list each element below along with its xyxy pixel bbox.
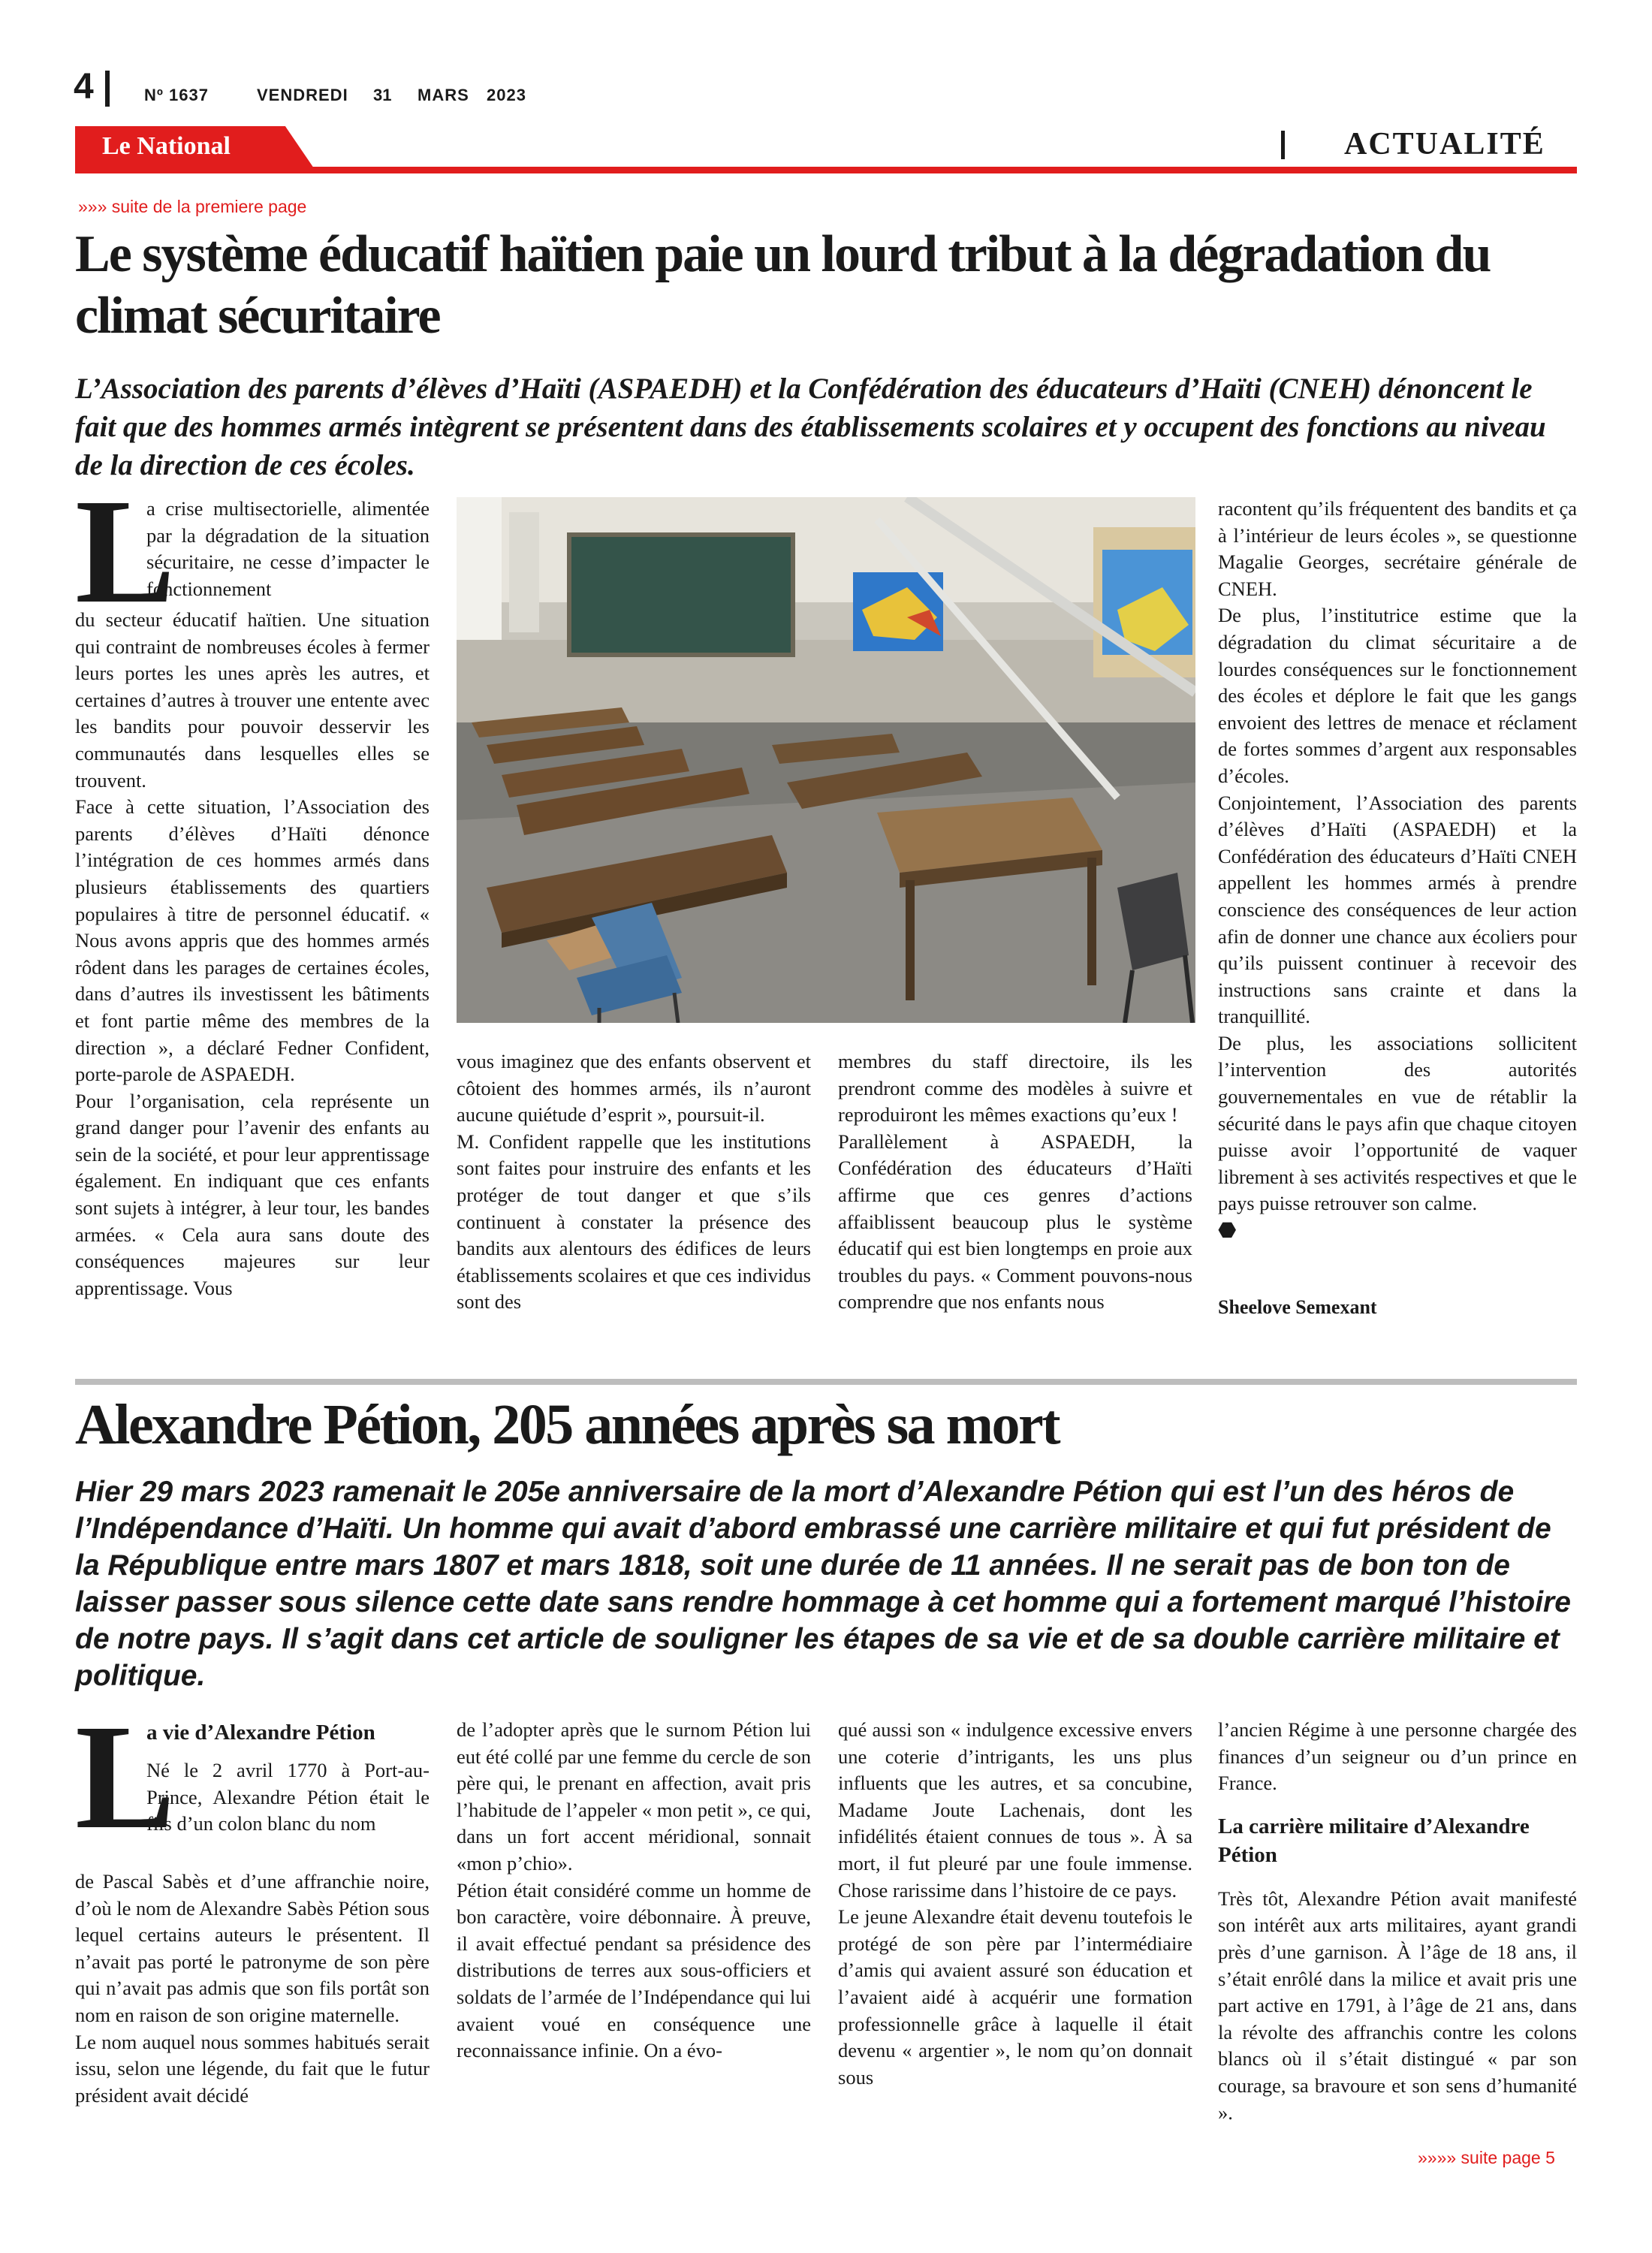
brand-logo: Le National [102,132,231,160]
classroom-photo [457,497,1195,1023]
article-1-paragraph: De plus, l’institutrice estime que la dégradation du climat sécuritaire a de lourdes conséquences sur le fonctionnement des écoles et déplore le fait que les gangs envoient des lettres de menace et réclament de fortes sommes d’argent aux responsables d’écoles. [1218,604,1577,787]
page-number: 4 [74,67,94,107]
article-2-lead: Hier 29 mars 2023 ramenait le 205e anniversaire de la mort d’Alexandre Pétion qui est l’un des héros de l’Indépendance d’Haïti. Un homme qui avait d’abord embrassé une carrière militaire et qui fut président de la République entre mars 1807 et mars 1818, soit une durée de 11 années. Il ne serait pas de bon ton de laisser passer sous silence cette date sans rendre hommage à cet homme qui a fortement marqué l’histoire de notre pays. Il s’agit dans cet article de souligner les étapes de sa vie et de sa double carrière militaire et politique. [75,1476,1571,1692]
article-2-paragraph: de l’adopter après que le surnom Pétion lui eut été collé par une femme du cercle de son père qui, le prenant en affection, avait pris l’habitude de l’appeler « mon petit », ce qui, dans un fort accent méridional, sonnait «mon p’chio». [457,1718,811,1874]
article-2-paragraph: Le jeune Alexandre était devenu toutefois le protégé de son père par l’intermédiaire d’amis qui avaient assuré son éducation et l’avaient aidé à acquérir une formation professionnelle grâce à laquelle il était devenu « argentier », le nom qu’on donnait sous [838,1905,1192,2089]
article-1-column-3 [838,1048,1192,1316]
article-2-column-1 [75,1694,430,2109]
article-1-paragraph: Pour l’organisation, cela représente un grand danger pour l’avenir des enfants au sein de la société, et pour leur apprentissage également. En indiquant que ces enfants sont sujets à intégrer, à leur tour, les bandes armées. « Cela aura sans doute des conséquences majeures sur leur apprentissage. Vous [75,1089,430,1299]
article-1-paragraph: Parallèlement à ASPAEDH, la Confédération des éducateurs d’Haïti affirme que ces genres d’actions affaiblissent beaucoup plus le système éducatif qui est bien longtemps en proie aux troubles du pays. « Comment pouvons-nous comprendre que nos enfants nous [838,1130,1192,1313]
article-1-headline: Le système éducatif haïtien paie un lourd tribut à la dégradation du climat sécuritaire [75,225,1491,345]
issue-day: VENDREDI [257,86,348,104]
article-1-column-1 [75,469,430,1301]
article-2-headline: Alexandre Pétion, 205 années après sa mort [75,1393,1060,1456]
issue-year: 2023 [487,86,526,104]
article-1-paragraph: a crise multisectorielle, alimentée par la dégradation de la situation sécuritaire, ne cesse d’impacter le fonctionnement [146,497,430,600]
article-2-paragraph: Né le 2 avril 1770 à Port-au-Prince, Alexandre Pétion était le fils d’un colon blanc du nom [146,1759,430,1835]
article-1-paragraph: M. Confident rappelle que les institutions sont faites pour instruire des enfants et les protéger de tout danger et que s’ils continuent à constater la présence des bandits aux alentours des édifices de leurs établissements scolaires et que ces individus sont des [457,1130,811,1313]
article-1-paragraph: Conjointement, l’Association des parents d’élèves d’Haïti (ASPAEDH) et la Confédération des éducateurs d’Haïti CNEH appellent les hommes armés à prendre conscience des conséquences de leur action afin de donner une chance aux écoliers pour qu’ils puissent continuer à recevoir des instructions sans crainte et dans la tranquillité. [1218,791,1577,1028]
page-number-divider [105,71,110,107]
continued-on-page-link[interactable]: »»»» suite page 5 [1418,2148,1555,2167]
article-1-paragraph: du secteur éducatif haïtien. Une situation qui contraint de nombreuses écoles à fermer leurs portes les unes après les autres, et certaines d’autres à trouver une entente avec les bandits pour pouvoir desservir les communautés dans lesquelles elles se trouvent. [75,608,430,792]
article-2-paragraph: qué aussi son « indulgence excessive envers une coterie d’intrigants, les uns plus influents que les autres, et sa concubine, Madame Joute Lachenais, dont les infidélités étaient connues de tous ». À sa mort, il fut pleuré par une foule immense. Chose rarissime dans l’histoire de ce pays. [838,1718,1192,1902]
article-2-subhead-life: a vie d’Alexandre Pétion [146,1721,375,1745]
article-2-paragraph: Très tôt, Alexandre Pétion avait manifesté son intérêt aux arts militaires, ayant grandi près d’une garnison. À l’âge de 18 ans, il s’était enrôlé dans la milice et avait pris une part active en 1791, à l’âge de 21 ans, dans la révolte des affranchis contre les colons blancs où il s’était distingué « par son courage, sa bravoure et son sens d’humanité ». [1218,1887,1577,2124]
article-1-byline: Sheelove Semexant [1218,1296,1377,1318]
continuation-note: »»» suite de la premiere page [78,197,307,216]
article-1-paragraph: vous imaginez que des enfants observent et côtoient des hommes armés, ils n’auront aucune quiétude d’esprit », poursuit-il. [457,1050,811,1126]
article-2-dropcap: L [75,1694,176,1860]
article-1-dropcap: L [75,469,176,635]
article-1-lead: L’Association des parents d’élèves d’Haïti (ASPAEDH) et la Confédération des éducateurs d’Haïti (CNEH) dénoncent le fait que des hommes armés intègrent se présentent dans des établissements scolaires et y occupent des fonctions au niveau de la direction de ces écoles. [75,372,1546,481]
article-1-paragraph: Face à cette situation, l’Association des parents d’élèves d’Haïti dénonce l’intégration de ces hommes armés dans plusieurs établissements des quartiers populaires à titre de personnel éducatif. « Nous avons appris que des hommes armés rôdent dans les parages de certaines écoles, dans d’autres ils investissent les bâtiments et font partie même des membres de la direction », a déclaré Fedner Confident, porte-parole de ASPAEDH. [75,795,430,1086]
article-2-paragraph: Pétion était considéré comme un homme de bon caractère, voire débonnaire. À preuve, il avait effectué pendant sa présidence des distributions de terres aux sous-officiers et soldats de l’armée de l’Indépendance qui lui avaient voué en conséquence une reconnaissance infinie. On a évo- [457,1878,811,2062]
article-1-paragraph: membres du staff directoire, ils les prendront comme des modèles à suivre et reproduiront les mêmes exactions qu’eux ! [838,1050,1192,1126]
article-2-paragraph: l’ancien Régime à une personne chargée des finances d’un seigneur ou d’un prince en France. [1218,1718,1577,1795]
article-separator [75,1379,1577,1385]
issue-day-number: 31 [373,86,392,104]
article-2-column-4 [1218,1717,1577,2126]
article-2-subhead-military: La carrière militaire d’Alexandre Pétion [1218,1814,1530,1867]
issue-month: MARS [418,86,469,104]
article-2-paragraph: Le nom auquel nous sommes habitués serait issu, selon une légende, du fait que le futur président avait décidé [75,2030,430,2107]
section-divider [1281,131,1285,159]
article-1-column-4 [1218,496,1577,1244]
article-2-column-3 [838,1717,1192,2091]
header-rule [75,167,1577,173]
article-2-paragraph: de Pascal Sabès et d’une affranchie noire, d’où le nom de Alexandre Sabès Pétion sous lequel certains auteurs le présentent. Il n’avait pas porté le patronyme de son père qui n’avait pas admis que son fils portât son nom en raison de son origine maternelle. [75,1870,430,2026]
article-2-column-2 [457,1717,811,2064]
section-name: ACTUALITÉ [1344,127,1545,161]
end-of-article-icon: ⬣ [1218,1219,1237,1243]
article-1-paragraph: De plus, les associations sollicitent l’intervention des autorités gouvernementales en vue de rétablir la sécurité dans le pays afin que chaque citoyen puisse avoir l’opportunité de vaquer librement à ses activités respectives et que le pays puisse retrouver son calme. [1218,1031,1577,1215]
issue-number: Nº 1637 [144,86,209,104]
article-1-paragraph: racontent qu’ils fréquentent des bandits et ça à l’intérieur de leurs écoles », se questionne Magalie Georges, secrétaire générale de CNEH. [1218,497,1577,600]
article-1-column-2 [457,1048,811,1316]
